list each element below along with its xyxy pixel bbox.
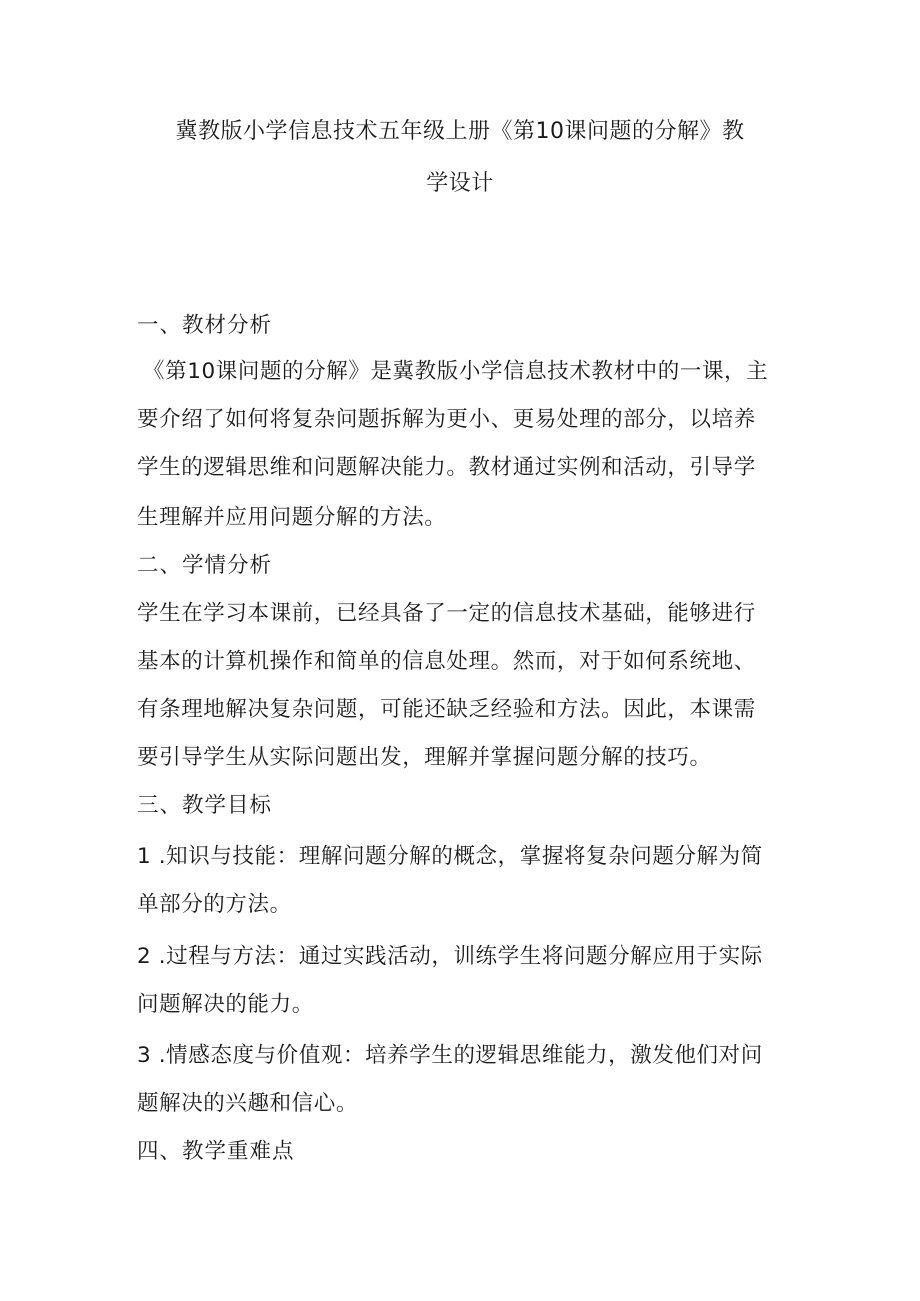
objective-item-2-line-1: 2 .过程与方法：通过实践活动，训练学生将问题分解应用于实际 [137,944,763,969]
document-title-line-1: 冀教版小学信息技术五年级上册《第10课问题的分解》教 [175,119,745,144]
objective-item-1-line-2: 单部分的方法。 [137,892,292,917]
section-heading-objectives: 三、教学目标 [137,793,273,818]
paragraph-line: 《第10课问题的分解》是冀教版小学信息技术教材中的一课，主 [143,359,769,384]
section-heading-key-points: 四、教学重难点 [137,1139,295,1164]
paragraph-line: 有条理地解决复杂问题，可能还缺乏经验和方法。因此，本课需 [137,697,756,722]
document-title-line-2: 学设计 [426,171,494,196]
paragraph-line: 基本的计算机操作和简单的信息处理。然而，对于如何系统地、 [137,649,756,674]
objective-item-2-line-2: 问题解决的能力。 [137,992,314,1017]
section-heading-materials: 一、教材分析 [137,313,273,338]
paragraph-line: 学生在学习本课前，已经具备了一定的信息技术基础，能够进行 [137,601,756,626]
paragraph-line: 学生的逻辑思维和问题解决能力。教材通过实例和活动，引导学 [137,455,756,480]
objective-item-3-line-2: 题解决的兴趣和信心。 [137,1091,359,1116]
paragraph-line: 要介绍了如何将复杂问题拆解为更小、更易处理的部分，以培养 [137,407,756,432]
objective-item-1-line-1: 1 .知识与技能：理解问题分解的概念，掌握将复杂问题分解为简 [137,844,763,869]
paragraph-line: 要引导学生从实际问题出发，理解并掌握问题分解的技巧。 [137,745,712,770]
section-heading-students: 二、学情分析 [137,553,273,578]
paragraph-line: 生理解并应用问题分解的方法。 [137,505,447,530]
objective-item-3-line-1: 3 .情感态度与价值观：培养学生的逻辑思维能力，激发他们对问 [137,1043,763,1068]
